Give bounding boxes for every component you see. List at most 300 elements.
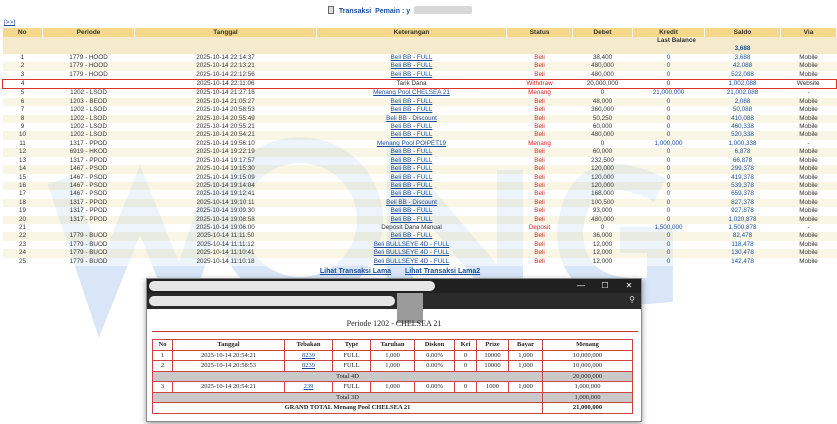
grand-total-value: 21,000,000 bbox=[543, 403, 633, 414]
table-row bbox=[3, 241, 837, 249]
row-no: 20 bbox=[3, 216, 43, 224]
row-debet: 480,000 bbox=[573, 71, 633, 80]
total-4d-value: 20,000,000 bbox=[543, 371, 633, 382]
row-debet: 0 bbox=[573, 89, 633, 98]
detail-col-prize: Prize bbox=[477, 340, 509, 351]
row-kredit: 0 bbox=[633, 157, 705, 165]
row-saldo: 410,088 bbox=[705, 115, 781, 123]
row-keterangan bbox=[317, 174, 507, 182]
col-tanggal: Tanggal bbox=[135, 28, 317, 37]
row-tanggal: 2025-10-14 19:06:00 bbox=[135, 224, 317, 232]
row-no: 18 bbox=[3, 199, 43, 207]
row-kredit: 0 bbox=[633, 216, 705, 224]
row-kredit: 1,500,000 bbox=[633, 224, 705, 232]
detail-no: 3 bbox=[153, 382, 173, 393]
row-keterangan bbox=[317, 165, 507, 173]
table-row bbox=[3, 62, 837, 70]
row-keterangan bbox=[317, 140, 507, 148]
row-debet: 36,000 bbox=[573, 232, 633, 240]
detail-type: FULL bbox=[333, 350, 371, 361]
row-periode: 1202 - LSOD bbox=[43, 106, 135, 114]
detail-no: 2 bbox=[153, 361, 173, 372]
keterangan-link[interactable]: Beli BB - FULL bbox=[390, 131, 433, 139]
row-tanggal: 2025-10-14 19:15:30 bbox=[135, 165, 317, 173]
table-row bbox=[3, 148, 837, 156]
row-status: Beli bbox=[507, 165, 573, 173]
detail-bayar: 1,000 bbox=[509, 361, 543, 372]
row-saldo: 130,478 bbox=[705, 249, 781, 257]
keterangan-link[interactable]: Beli BB - FULL bbox=[390, 106, 433, 114]
row-kredit: 0 bbox=[633, 232, 705, 240]
row-status: Menang bbox=[507, 89, 573, 98]
row-keterangan bbox=[317, 182, 507, 190]
row-keterangan bbox=[317, 71, 507, 80]
row-tanggal: 2025-10-14 19:10:11 bbox=[135, 199, 317, 207]
row-kredit: 0 bbox=[633, 148, 705, 156]
highlighted-withdraw-row bbox=[3, 80, 837, 89]
col-debet: Debet bbox=[573, 28, 633, 37]
last-balance-value: 3,688 bbox=[705, 45, 781, 53]
table-row bbox=[3, 71, 837, 80]
row-periode: 1317 - PPOD bbox=[43, 199, 135, 207]
row-tanggal: 2025-10-14 22:11:06 bbox=[135, 80, 317, 89]
row-no: 5 bbox=[3, 89, 43, 98]
detail-tebakan-link[interactable]: 239 bbox=[303, 383, 314, 391]
row-keterangan bbox=[317, 249, 507, 257]
footer-links bbox=[0, 268, 800, 275]
row-debet: 232,500 bbox=[573, 157, 633, 165]
title-prefix: Transaksi bbox=[338, 8, 372, 15]
detail-menang: 10,000,000 bbox=[543, 361, 633, 372]
row-tanggal: 2025-10-14 20:55:21 bbox=[135, 123, 317, 131]
row-kredit: 0 bbox=[633, 182, 705, 190]
row-kredit: 1,000,000 bbox=[633, 140, 705, 148]
row-debet: 120,000 bbox=[573, 182, 633, 190]
close-button[interactable]: ✕ bbox=[625, 281, 633, 290]
bet-detail-table bbox=[152, 339, 633, 414]
row-via: Mobile bbox=[781, 182, 837, 190]
grand-total-row bbox=[153, 403, 633, 414]
row-debet: 360,000 bbox=[573, 106, 633, 114]
last-balance-label: Last Balance bbox=[573, 37, 781, 45]
detail-prize: 1000 bbox=[477, 382, 509, 393]
row-periode: 1467 - PSOD bbox=[43, 182, 135, 190]
row-no: 3 bbox=[3, 71, 43, 80]
table-row bbox=[3, 131, 837, 139]
row-tanggal: 2025-10-14 11:10:41 bbox=[135, 249, 317, 257]
row-debet: 100,500 bbox=[573, 199, 633, 207]
address-bar bbox=[147, 293, 641, 309]
row-keterangan bbox=[317, 258, 507, 266]
row-keterangan bbox=[317, 148, 507, 156]
row-kredit: 0 bbox=[633, 80, 705, 89]
row-kredit: 0 bbox=[633, 131, 705, 139]
row-tanggal: 2025-10-14 19:12:41 bbox=[135, 190, 317, 198]
row-saldo: 539,378 bbox=[705, 182, 781, 190]
detail-row bbox=[153, 382, 633, 393]
row-no: 10 bbox=[3, 131, 43, 139]
row-debet: 120,000 bbox=[573, 165, 633, 173]
table-row bbox=[3, 157, 837, 165]
row-via: Mobile bbox=[781, 62, 837, 70]
row-status: Beli bbox=[507, 182, 573, 190]
detail-taruhan: 1,000 bbox=[371, 361, 415, 372]
detail-diskon: 0.00% bbox=[415, 361, 455, 372]
detail-col-bayar: Bayar bbox=[509, 340, 543, 351]
detail-tebakan-link[interactable]: 8239 bbox=[302, 362, 315, 370]
row-saldo: 460,338 bbox=[705, 123, 781, 131]
table-row bbox=[3, 258, 837, 266]
keterangan-link[interactable]: Beli BB - FULL bbox=[390, 156, 433, 164]
row-saldo: 522,088 bbox=[705, 71, 781, 80]
row-no: 17 bbox=[3, 190, 43, 198]
row-keterangan bbox=[317, 207, 507, 215]
col-keterangan: Keterangan bbox=[317, 28, 507, 37]
keterangan-link[interactable]: Beli BB - Discount bbox=[386, 114, 437, 122]
row-periode bbox=[43, 224, 135, 232]
row-saldo: 6,878 bbox=[705, 148, 781, 156]
row-saldo: 299,378 bbox=[705, 165, 781, 173]
row-saldo: 142,478 bbox=[705, 258, 781, 266]
detail-prize: 10000 bbox=[477, 350, 509, 361]
old-transactions-link-2[interactable]: Lihat Transaksi Lama2 bbox=[405, 268, 481, 275]
row-no: 12 bbox=[3, 148, 43, 156]
row-keterangan bbox=[317, 123, 507, 131]
row-kredit: 0 bbox=[633, 174, 705, 182]
detail-diskon: 0.00% bbox=[415, 350, 455, 361]
row-debet: 0 bbox=[573, 224, 633, 232]
row-debet: 12,000 bbox=[573, 258, 633, 266]
row-tanggal: 2025-10-14 22:12:56 bbox=[135, 71, 317, 80]
row-status: Beli bbox=[507, 106, 573, 114]
back-link[interactable]: [>>] bbox=[4, 19, 16, 26]
row-debet: 480,000 bbox=[573, 216, 633, 224]
row-via: Mobile bbox=[781, 54, 837, 62]
row-via: - bbox=[781, 89, 837, 98]
grand-total-label: GRAND TOTAL Menang Pool CHELSEA 21 bbox=[153, 403, 543, 414]
row-debet: 60,000 bbox=[573, 148, 633, 156]
row-kredit: 0 bbox=[633, 98, 705, 106]
zoom-icon[interactable]: ⚲ bbox=[629, 295, 635, 304]
row-kredit: 0 bbox=[633, 71, 705, 80]
row-kredit: 21,000,000 bbox=[633, 89, 705, 98]
keterangan-link[interactable]: Beli BB - FULL bbox=[390, 190, 433, 198]
detail-diskon: 0.00% bbox=[415, 382, 455, 393]
table-row bbox=[3, 165, 837, 173]
row-saldo: 3,688 bbox=[705, 54, 781, 62]
row-keterangan bbox=[317, 106, 507, 114]
row-keterangan bbox=[317, 115, 507, 123]
row-saldo: 1,002,088 bbox=[705, 80, 781, 89]
table-row bbox=[3, 182, 837, 190]
row-debet: 38,400 bbox=[573, 54, 633, 62]
row-tanggal: 2025-10-14 21:27:18 bbox=[135, 89, 317, 98]
total-3d-row bbox=[153, 392, 633, 403]
row-tanggal: 2025-10-14 22:14:37 bbox=[135, 54, 317, 62]
keterangan-link[interactable]: Beli BB - FULL bbox=[390, 232, 433, 240]
keterangan-link[interactable]: Beli BB - Discount bbox=[386, 198, 437, 206]
row-tanggal: 2025-10-14 19:56:10 bbox=[135, 140, 317, 148]
row-no: 23 bbox=[3, 241, 43, 249]
row-periode: 1467 - PSOD bbox=[43, 190, 135, 198]
detail-prize: 10000 bbox=[477, 361, 509, 372]
row-status: Beli bbox=[507, 148, 573, 156]
row-keterangan bbox=[317, 216, 507, 224]
row-periode: 1317 - PPOD bbox=[43, 207, 135, 215]
col-saldo: Saldo bbox=[705, 28, 781, 37]
total-3d-value: 1,000,000 bbox=[543, 392, 633, 403]
maximize-button[interactable]: ☐ bbox=[601, 281, 609, 290]
detail-type: FULL bbox=[333, 382, 371, 393]
row-no: 7 bbox=[3, 106, 43, 114]
row-debet: 168,000 bbox=[573, 190, 633, 198]
table-row bbox=[3, 207, 837, 215]
divider bbox=[152, 331, 638, 332]
minimize-button[interactable]: — bbox=[577, 281, 585, 290]
table-header bbox=[3, 28, 837, 37]
table-row bbox=[3, 232, 837, 240]
row-via: Mobile bbox=[781, 216, 837, 224]
row-no: 24 bbox=[3, 249, 43, 257]
detail-kei: 0 bbox=[455, 382, 477, 393]
row-keterangan: Deposit Dana Manual bbox=[317, 224, 507, 232]
row-tanggal: 2025-10-14 19:08:58 bbox=[135, 216, 317, 224]
detail-menang: 10,000,000 bbox=[543, 350, 633, 361]
detail-col-type: Type bbox=[333, 340, 371, 351]
total-4d-row bbox=[153, 371, 633, 382]
col-via: Via bbox=[781, 28, 837, 37]
row-status: Beli bbox=[507, 131, 573, 139]
keterangan-link[interactable]: Beli BB - FULL bbox=[390, 148, 433, 156]
row-status: Withdraw bbox=[507, 80, 573, 89]
row-keterangan bbox=[317, 190, 507, 198]
row-status: Beli bbox=[507, 249, 573, 257]
row-saldo: 1,020,878 bbox=[705, 216, 781, 224]
row-status: Beli bbox=[507, 207, 573, 215]
row-no: 14 bbox=[3, 165, 43, 173]
row-saldo: 50,088 bbox=[705, 106, 781, 114]
row-keterangan bbox=[317, 62, 507, 70]
detail-kei: 0 bbox=[455, 361, 477, 372]
row-status: Beli bbox=[507, 216, 573, 224]
last-balance-row bbox=[3, 37, 837, 45]
row-tanggal: 2025-10-14 19:15:09 bbox=[135, 174, 317, 182]
row-no: 15 bbox=[3, 174, 43, 182]
row-tanggal: 2025-10-14 20:55:49 bbox=[135, 115, 317, 123]
keterangan-link[interactable]: Beli BULLSEYE 4D - FULL bbox=[373, 240, 450, 248]
period-title: Periode 1202 - CHELSEA 21 bbox=[346, 319, 442, 328]
row-status: Beli bbox=[507, 62, 573, 70]
row-kredit: 0 bbox=[633, 199, 705, 207]
row-status: Deposit bbox=[507, 224, 573, 232]
col-status: Status bbox=[507, 28, 573, 37]
old-transactions-link[interactable]: Lihat Transaksi Lama bbox=[319, 268, 392, 275]
detail-type: FULL bbox=[333, 361, 371, 372]
row-kredit: 0 bbox=[633, 54, 705, 62]
row-debet: 48,000 bbox=[573, 98, 633, 106]
row-keterangan bbox=[317, 131, 507, 139]
row-no: 22 bbox=[3, 232, 43, 240]
row-periode: 1467 - PSOD bbox=[43, 165, 135, 173]
detail-bayar: 1,000 bbox=[509, 350, 543, 361]
row-periode: 1203 - BEOD bbox=[43, 98, 135, 106]
detail-tanggal: 2025-10-14 20:54:21 bbox=[173, 350, 285, 361]
row-via: Mobile bbox=[781, 131, 837, 139]
row-no: 16 bbox=[3, 182, 43, 190]
detail-col-menang: Menang bbox=[543, 340, 633, 351]
row-status: Beli bbox=[507, 123, 573, 131]
keterangan-link[interactable]: Beli BB - FULL bbox=[390, 173, 433, 181]
row-kredit: 0 bbox=[633, 123, 705, 131]
row-kredit: 0 bbox=[633, 207, 705, 215]
row-status: Beli bbox=[507, 54, 573, 62]
row-no: 19 bbox=[3, 207, 43, 215]
row-saldo: 66,878 bbox=[705, 157, 781, 165]
row-saldo: 927,878 bbox=[705, 207, 781, 215]
row-tanggal: 2025-10-14 22:13:21 bbox=[135, 62, 317, 70]
row-saldo: 659,378 bbox=[705, 190, 781, 198]
row-periode: 1317 - PPOD bbox=[43, 216, 135, 224]
row-debet: 0 bbox=[573, 140, 633, 148]
row-keterangan bbox=[317, 89, 507, 98]
col-no: No bbox=[3, 28, 43, 37]
row-kredit: 0 bbox=[633, 190, 705, 198]
table-row bbox=[3, 123, 837, 131]
row-periode: 1779 - BUOD bbox=[43, 258, 135, 266]
row-no: 11 bbox=[3, 140, 43, 148]
keterangan-link[interactable]: Menang Pool CHELSEA 21 bbox=[373, 89, 450, 97]
table-row bbox=[3, 140, 837, 148]
row-via: Mobile bbox=[781, 157, 837, 165]
row-debet: 93,000 bbox=[573, 207, 633, 215]
table-row bbox=[3, 98, 837, 106]
row-saldo: 2,088 bbox=[705, 98, 781, 106]
row-status: Menang bbox=[507, 140, 573, 148]
row-no: 9 bbox=[3, 123, 43, 131]
row-no: 1 bbox=[3, 54, 43, 62]
keterangan-link[interactable]: Beli BB - FULL bbox=[390, 123, 433, 131]
keterangan-link[interactable]: Beli BULLSEYE 4D - FULL bbox=[373, 257, 450, 265]
transaction-table bbox=[2, 28, 837, 266]
table-row bbox=[3, 106, 837, 114]
row-tanggal: 2025-10-14 11:11:12 bbox=[135, 241, 317, 249]
row-kredit: 0 bbox=[633, 106, 705, 114]
keterangan-link[interactable]: Beli BB - FULL bbox=[390, 70, 433, 78]
redacted-username bbox=[414, 6, 472, 14]
row-via: Mobile bbox=[781, 190, 837, 198]
row-via: Website bbox=[781, 80, 837, 89]
row-via: Mobile bbox=[781, 148, 837, 156]
row-via: Mobile bbox=[781, 207, 837, 215]
row-periode: 1779 - BUOD bbox=[43, 241, 135, 249]
row-status: Beli bbox=[507, 98, 573, 106]
row-debet: 12,000 bbox=[573, 249, 633, 257]
row-tanggal: 2025-10-14 21:05:27 bbox=[135, 98, 317, 106]
row-saldo: 82,478 bbox=[705, 232, 781, 240]
keterangan-link[interactable]: Beli BB - FULL bbox=[390, 207, 433, 215]
row-status: Beli bbox=[507, 190, 573, 198]
keterangan-link[interactable]: Menang Pool POIPET19 bbox=[377, 139, 446, 147]
table-row bbox=[3, 199, 837, 207]
page-title bbox=[0, 6, 800, 15]
row-no: 13 bbox=[3, 157, 43, 165]
detail-tanggal: 2025-10-14 20:58:53 bbox=[173, 361, 285, 372]
row-via: Mobile bbox=[781, 106, 837, 114]
detail-col-diskon: Diskon bbox=[415, 340, 455, 351]
row-periode: 1779 - BUOD bbox=[43, 249, 135, 257]
row-via: Mobile bbox=[781, 232, 837, 240]
row-tanggal: 2025-10-14 11:11:50 bbox=[135, 232, 317, 240]
detail-tebakan-link[interactable]: 8239 bbox=[302, 351, 315, 359]
window-titlebar bbox=[147, 279, 641, 293]
row-periode: 1317 - PPOD bbox=[43, 157, 135, 165]
table-row bbox=[3, 174, 837, 182]
table-row bbox=[3, 249, 837, 257]
row-kredit: 0 bbox=[633, 62, 705, 70]
row-periode: 1202 - LSOD bbox=[43, 131, 135, 139]
row-no: 21 bbox=[3, 224, 43, 232]
row-kredit: 0 bbox=[633, 249, 705, 257]
detail-col-tebakan: Tebakan bbox=[285, 340, 333, 351]
row-via: Mobile bbox=[781, 174, 837, 182]
table-row bbox=[3, 224, 837, 232]
row-debet: 60,000 bbox=[573, 123, 633, 131]
row-no: 4 bbox=[3, 80, 43, 89]
keterangan-link[interactable]: Beli BB - FULL bbox=[390, 53, 433, 61]
row-via: - bbox=[781, 140, 837, 148]
row-status: Beli bbox=[507, 199, 573, 207]
row-periode: 1202 - LSOD bbox=[43, 89, 135, 98]
keterangan-link[interactable]: Beli BB - FULL bbox=[390, 215, 433, 223]
row-saldo: 118,478 bbox=[705, 241, 781, 249]
row-debet: 50,250 bbox=[573, 115, 633, 123]
detail-row bbox=[153, 350, 633, 361]
window-content bbox=[147, 309, 641, 421]
row-periode: 1779 - HOOD bbox=[43, 62, 135, 70]
row-via: - bbox=[781, 224, 837, 232]
keterangan-link[interactable]: Beli BB - FULL bbox=[390, 62, 433, 70]
detail-tanggal: 2025-10-14 20:54:21 bbox=[173, 382, 285, 393]
row-saldo: 42,088 bbox=[705, 62, 781, 70]
row-status: Beli bbox=[507, 174, 573, 182]
row-no: 6 bbox=[3, 98, 43, 106]
title-pemain: Pemain : y bbox=[375, 8, 411, 15]
keterangan-link[interactable]: Beli BB - FULL bbox=[390, 165, 433, 173]
row-tanggal: 2025-10-14 20:54:21 bbox=[135, 131, 317, 139]
row-debet: 480,000 bbox=[573, 62, 633, 70]
col-kredit: Kredit bbox=[633, 28, 705, 37]
redacted-url[interactable] bbox=[149, 296, 395, 306]
detail-col-no: No bbox=[153, 340, 173, 351]
row-tanggal: 2025-10-14 19:09:30 bbox=[135, 207, 317, 215]
detail-no: 1 bbox=[153, 350, 173, 361]
keterangan-link[interactable]: Beli BB - FULL bbox=[390, 181, 433, 189]
row-debet: 12,000 bbox=[573, 241, 633, 249]
row-periode: 1317 - PPOD bbox=[43, 140, 135, 148]
row-periode: 6919 - HKOD bbox=[43, 148, 135, 156]
row-no: 8 bbox=[3, 115, 43, 123]
row-tanggal: 2025-10-14 19:17:57 bbox=[135, 157, 317, 165]
detail-kei: 0 bbox=[455, 350, 477, 361]
row-debet: 20,000,000 bbox=[573, 80, 633, 89]
table-row bbox=[3, 89, 837, 98]
row-debet: 480,000 bbox=[573, 131, 633, 139]
keterangan-link[interactable]: Beli BB - FULL bbox=[390, 97, 433, 105]
row-tanggal: 2025-10-14 19:14:04 bbox=[135, 182, 317, 190]
document-icon bbox=[328, 6, 334, 14]
keterangan-link[interactable]: Beli BULLSEYE 4D - FULL bbox=[373, 249, 450, 257]
row-periode: 1467 - PSOD bbox=[43, 174, 135, 182]
